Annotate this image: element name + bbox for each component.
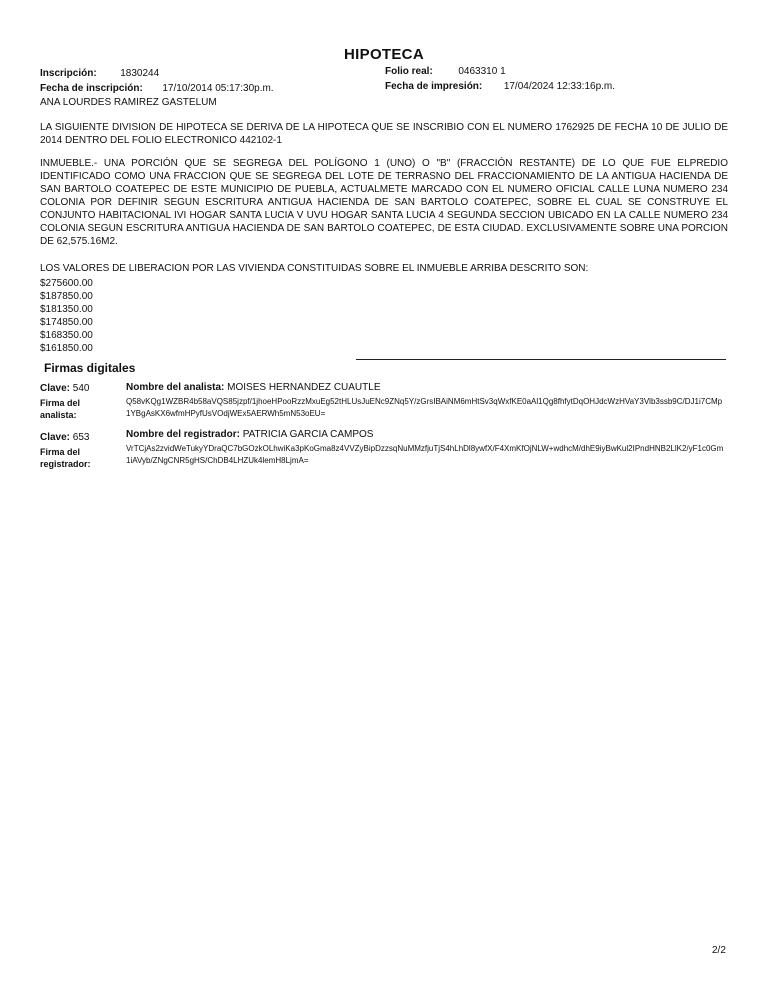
analista-clave-label: Clave: [40,383,71,394]
amount-item: $161850.00 [40,343,93,354]
fecha-inscripcion-row [40,83,274,94]
analista-clave [40,383,89,394]
registrador-nombre [126,429,373,440]
analista-nombre [126,382,381,393]
paragraph-inmueble: INMUEBLE.- UNA PORCIÓN QUE SE SEGREGA DEL POLÍGONO 1 (UNO) O "B" (FRACCIÓN RESTANTE) DE LO QUE FUE ELPREDIO IDENTIFICADO COMO UNA FRACCION QUE SE SEGREGA DEL LOTE DE TERRASNO DEL FRACCIONAMIENTO DE LA ANTIGUA HACIENDA DE SAN BARTOLO COATEPEC DE ESTE MUNICIPIO DE PUEBLA, ACTUALMETE MARCADO CON EL NUMERO OFICIAL CALLE LUNA NUMERO 234 COLONIA POR DEFINIR SEGUN ESCRITURA ANTIGUA HACIENDA DE SAN BARTOLO COATEPEC, SOBRE EL CUAL SE CONSTRUYE EL CONJUNTO HABITACIONAL IVI HOGAR SANTA LUCIA V UVU HOGAR SANTA LUCIA 4 SEGUNDA SECCION UBICADO EN LA CALLE NUMERO 234 COLONIA SEGUN ESCRITURA ANTIGUA HACIENDA DE SAN BARTOLO COATEPEC, DE ESTA CIUDAD. EXCLUSIVAMENTE SOBRE UNA PORCION DE 62,575.16M2. [40,158,728,247]
registrador-clave [40,432,89,443]
inscripcion-value: 1830244 [120,68,160,79]
registrador-nombre-value: PATRICIA GARCIA CAMPOS [242,429,374,440]
analista-firma-hash: Q58vKQg1WZBR4b58aVQS85jzpf/1jhoeHPooRzzMxuEg52tHLUsJuENc9ZNq5Y/zGrsIBAiNM6mHtSv3qWxfKE0aAl1Qg8fhfytDqOHJdcWzHVaY3Vlb3ssb9C/DJ1i7CMp1YBgAsKX6wfmHPyfUsVOdjWEx5AERWh5mN53oEU= [126,397,723,418]
analista-nombre-label: Nombre del analista: [126,382,225,393]
registrador-firma-label-line1: Firma del [40,447,81,457]
registrador-nombre-label: Nombre del registrador: [126,429,240,440]
amount-item: $168350.00 [40,330,93,341]
inscripcion-label: Inscripción: [40,68,97,79]
analista-clave-value: 540 [72,383,90,394]
folio-real-label: Folio real: [385,66,433,77]
analista-firma-label-line2: analista: [40,410,77,420]
inscripcion-row [40,68,159,79]
firmas-digitales-heading: Firmas digitales [44,361,136,375]
analista-nombre-value: MOISES HERNANDEZ CUAUTLE [227,382,381,393]
owner-name: ANA LOURDES RAMIREZ GASTELUM [40,97,217,108]
fecha-inscripcion-label: Fecha de inscripción: [40,83,143,94]
registrador-firma-label-line2: registrador: [40,459,91,469]
folio-real-row [385,66,506,77]
registrador-firma-hash: VrTCjAs2zvidWeTukyYDraQC7bGOzkOLhwiKa3pKoGma8z4VVZyBipDzzsqNuMMzfjuTjS4hLhDl8ywfX/F4XmKfOjNLW+wdhcM/dhE9iyBwKul2IPndHNB2LlK2/yF1c0Gm1iAVyb/ZNgCNR5gHS/ChDB4LHZUk4lemH8LjmA= [126,444,724,465]
paragraph-valores-liberacion: LOS VALORES DE LIBERACION POR LAS VIVIENDA CONSTITUIDAS SOBRE EL INMUEBLE ARRIBA DESCRITO SON: [40,263,589,274]
folio-real-value: 0463310 1 [458,66,506,77]
amounts-list [40,277,93,355]
amount-item: $187850.00 [40,291,93,302]
amount-item: $275600.00 [40,278,93,289]
fecha-impresion-value: 17/04/2024 12:33:16p.m. [503,81,616,92]
page-number: 2/2 [712,945,726,956]
amount-item: $174850.00 [40,317,93,328]
fecha-impresion-row [385,81,615,92]
amount-item: $181350.00 [40,304,93,315]
registrador-clave-value: 653 [72,432,90,443]
fecha-inscripcion-value: 17/10/2014 05:17:30p.m. [162,83,274,94]
analista-firma-label-line1: Firma del [40,398,81,408]
analista-firma-label [40,397,80,421]
document-title: HIPOTECA [344,46,424,63]
fecha-impresion-label: Fecha de impresión: [385,81,483,92]
section-divider [356,359,726,360]
registrador-clave-label: Clave: [40,432,71,443]
paragraph-division-hipoteca: LA SIGUIENTE DIVISION DE HIPOTECA SE DERIVA DE LA HIPOTECA QUE SE INSCRIBIO CON EL NUMERO 1762925 DE FECHA 10 DE JULIO DE 2014 DENTRO DEL FOLIO ELECTRONICO 442102-1 [40,122,728,146]
registrador-firma-label [40,446,91,470]
